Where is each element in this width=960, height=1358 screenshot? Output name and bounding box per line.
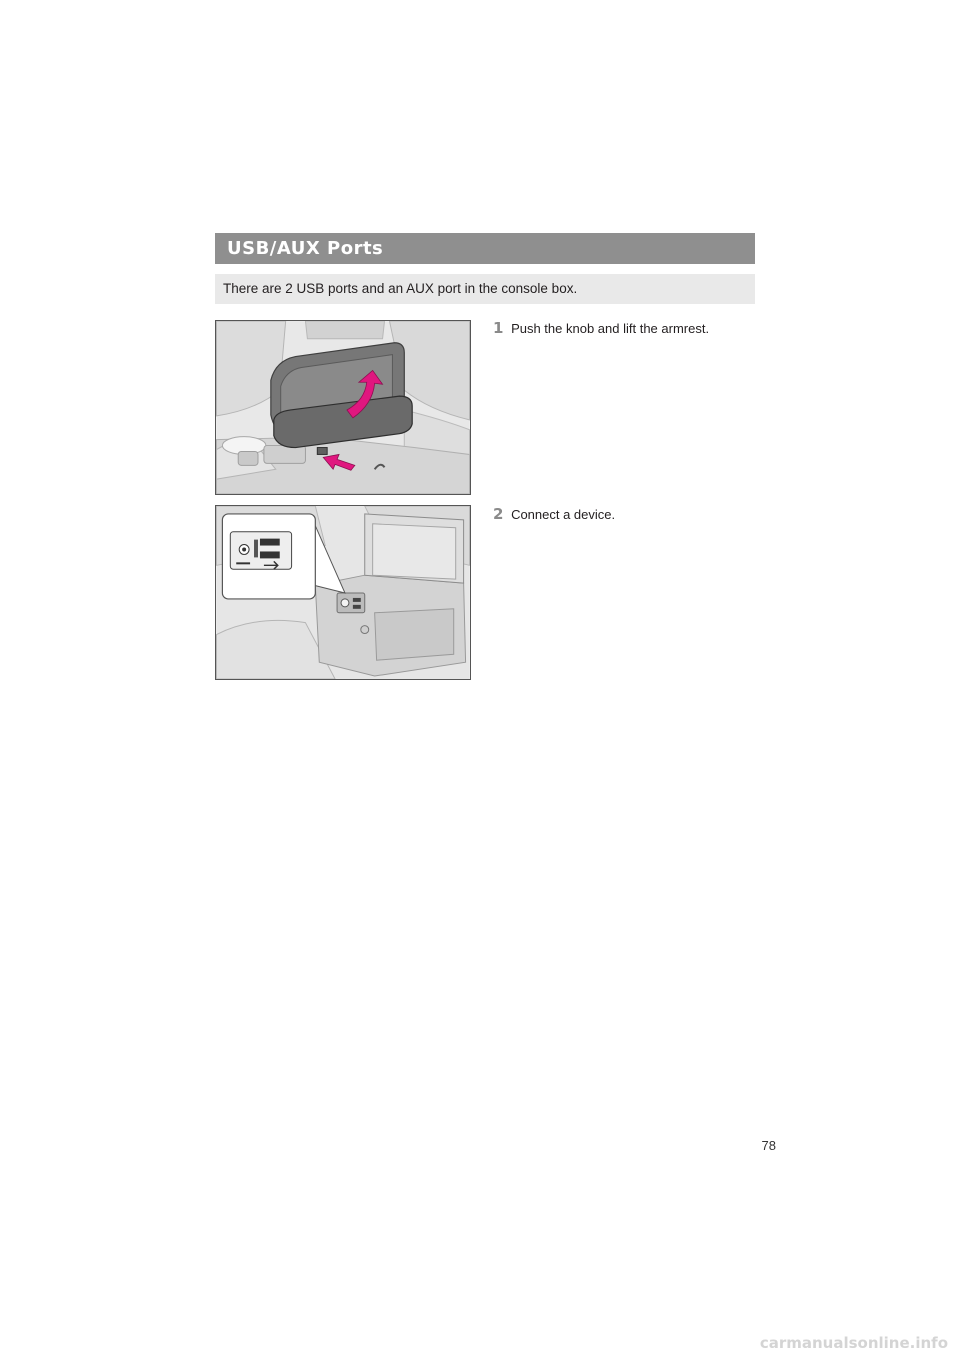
step-1-number: 1 — [493, 319, 504, 337]
step-2-text: Connect a device. — [511, 507, 616, 522]
section-title: USB/AUX Ports — [215, 233, 755, 264]
intro-text: There are 2 USB ports and an AUX port in the console box. — [215, 274, 755, 304]
step-2-number: 2 — [493, 505, 504, 523]
armrest-illustration — [215, 320, 471, 495]
step-1-text: Push the knob and lift the armrest. — [511, 321, 710, 336]
watermark: carmanualsonline.info — [759, 1334, 948, 1352]
page-number: 78 — [761, 1138, 776, 1153]
ports-illustration — [215, 505, 471, 680]
step-1 — [493, 319, 753, 338]
step-2 — [493, 505, 753, 524]
